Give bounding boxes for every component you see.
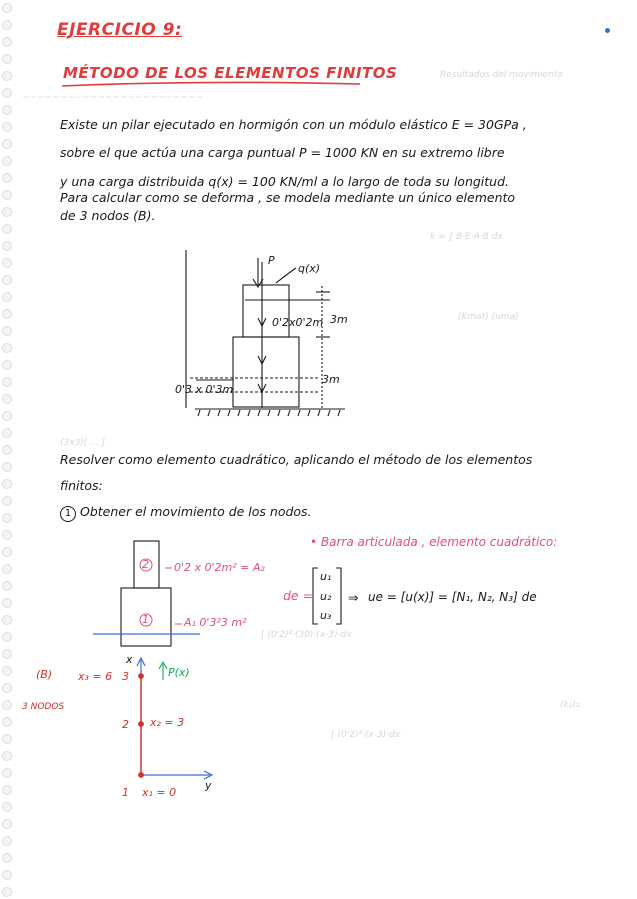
zone-1-label: 1 xyxy=(142,613,149,626)
implies-arrow: ⇒ xyxy=(348,590,359,605)
zone-2-label: 2 xyxy=(142,558,149,571)
statement-line-5: de 3 nodos (B). xyxy=(60,208,156,223)
bleed-through-text: ∫ (0'2)²·(30)·(x-3)·dx xyxy=(260,630,352,640)
u1-entry: u₁ xyxy=(320,570,332,583)
upper-length-label: 3m xyxy=(330,313,348,326)
statement-line-1: Existe un pilar ejecutado en hormigón con un módulo elástico E = 30GPa , xyxy=(60,117,527,132)
node-3-coordinate: x₃ = 6 xyxy=(78,670,113,683)
bleed-through-text: (3x3)[ ... ] xyxy=(60,438,106,448)
statement-line-3: y una carga distribuida q(x) = 100 KN/ml a lo largo de toda su longitud. xyxy=(60,174,509,189)
bleed-through-text: k = ∫ B·E·A·B dx xyxy=(430,232,503,242)
load-q-label: q(x) xyxy=(298,262,321,275)
bleed-through-text: ~~~~~~~~~~~~~~~~~~~~~~~~ xyxy=(22,93,203,103)
statement-line-2: sobre el que actúa una carga puntual P = 1000 KN en su extremo libre xyxy=(60,145,505,160)
bleed-through-text: (Kmat) (uma) xyxy=(458,312,519,322)
step-1-text: Obtener el movimiento de los nodos. xyxy=(79,504,312,519)
model-b-label: (B) xyxy=(36,668,53,681)
node-2-coordinate: x₂ = 3 xyxy=(150,716,185,729)
bleed-through-text: ∫ (0'2)²·(x-3)·dx xyxy=(330,730,401,740)
u2-entry: u₂ xyxy=(320,590,332,603)
bleed-through-text: (k₂)₂ xyxy=(560,700,580,710)
area-2-label: 0'2 x 0'2m² = A₂ xyxy=(174,561,265,574)
axis-y-label: y xyxy=(205,779,212,792)
axis-x-label: x xyxy=(126,653,133,666)
bleed-through-text: Resultados del movimiento xyxy=(440,70,563,80)
task-line-2: finitos: xyxy=(60,478,103,493)
lower-section-label: 0'3 x 0'3m xyxy=(175,383,234,396)
task-line-1: Resolver como elemento cuadrático, aplicando el método de los elementos xyxy=(60,452,533,467)
node-1-coordinate: x₁ = 0 xyxy=(142,786,177,799)
exercise-title: EJERCICIO 9: xyxy=(57,20,183,40)
upper-section-label: 0'2x0'2m xyxy=(272,316,324,329)
statement-line-4: Para calcular como se deforma , se modela mediante un único elemento xyxy=(60,190,516,205)
node-1-label: 1 xyxy=(122,786,129,799)
node-3-label: 3 xyxy=(122,670,129,683)
load-p-label: P xyxy=(268,254,275,267)
step-number-circle: 1 xyxy=(60,506,76,522)
de-label: de = xyxy=(283,588,314,603)
node-2-label: 2 xyxy=(122,718,129,731)
nodes-count-label: 3 NODOS xyxy=(22,702,65,712)
displacement-formula: ue = [u(x)] = [N₁, N₂, N₃] de xyxy=(368,590,537,604)
area-1-label: A₁ 0'3²3 m² xyxy=(184,616,247,629)
px-load-label: P(x) xyxy=(168,666,190,679)
method-title: MÉTODO DE LOS ELEMENTOS FINITOS xyxy=(63,64,398,82)
u3-entry: u₃ xyxy=(320,609,332,622)
lower-length-label: 3m xyxy=(322,373,340,386)
bar-heading: • Barra articulada , elemento cuadrático: xyxy=(310,535,558,549)
